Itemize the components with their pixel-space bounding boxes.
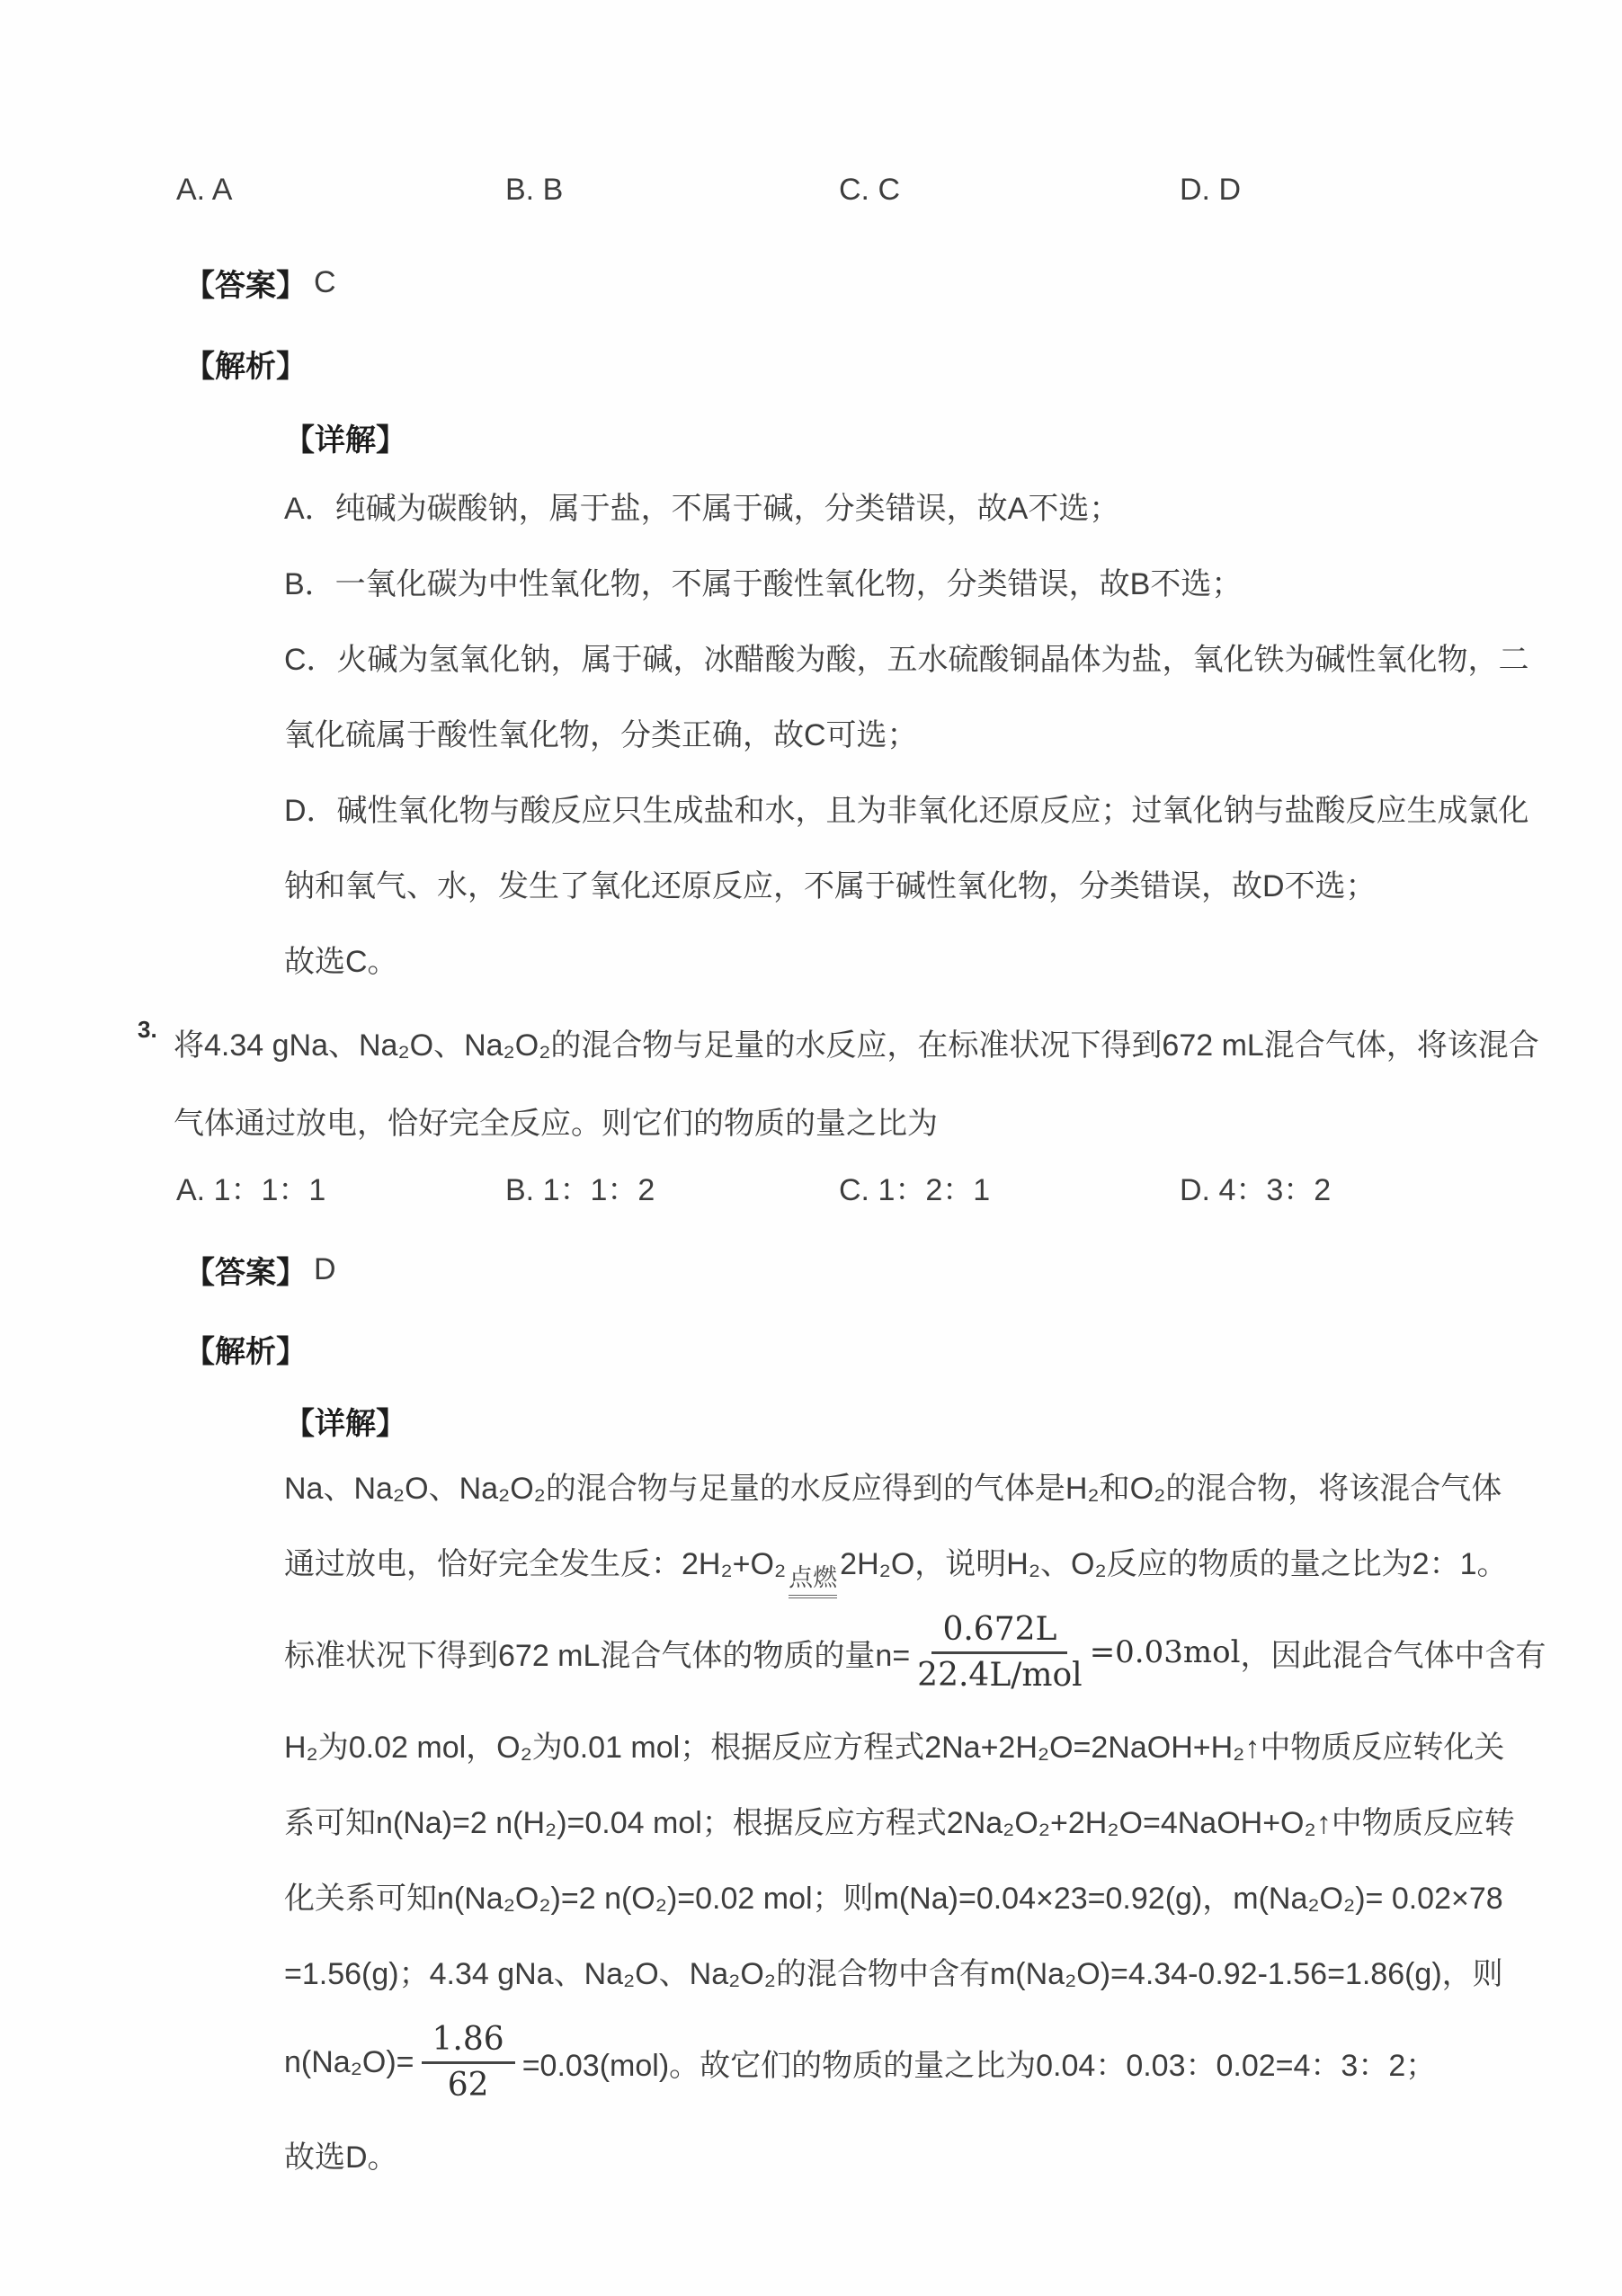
q2-analysis-line <box>184 343 1622 383</box>
q3-detail-label: 【详解】 <box>284 1406 406 1441</box>
q3-expl-line-2 <box>284 1523 1622 1598</box>
q3-expl-line-5: 系可知n(Na)=2 n(H₂)=0.04 mol；根据反应方程式2Na₂O₂+2H₂O=4NaOH+O₂↑中物质反应转 <box>284 1805 1515 1840</box>
q3-stem-line-1: 将4.34 gNa、Na₂O、Na₂O₂的混合物与足量的水反应，在标准状况下得到672 mL混合气体，将该混合 <box>174 1028 1539 1063</box>
q3-answer-line <box>184 1250 1622 1289</box>
q3-expl-line-4: H₂为0.02 mol，O₂为0.01 mol；根据反应方程式2Na+2H₂O=2NaOH+H₂↑中物质反应转化关 <box>284 1730 1505 1765</box>
ignite-condition: 点燃 <box>789 1562 837 1598</box>
q3-mole-calculation-line <box>284 1598 1622 1706</box>
q2-expl-line-c2: 氧化硫属于酸性氧化物，分类正确，故C可选； <box>284 717 918 752</box>
q3-stem <box>138 1003 1622 1160</box>
q3-expl-line-7: =1.56(g)；4.34 gNa、Na₂O、Na₂O₂的混合物中含有m(Na₂O)=4.34-0.92-1.56=1.86(g)，则 <box>284 1956 1503 1991</box>
q2-expl-line-a: A．纯碱为碳酸钠，属于盐，不属于碱，分类错误，故A不选； <box>284 491 1120 526</box>
q3-reaction-post: 2H₂O，说明H₂、O₂反应的物质的量之比为2：1。 <box>840 1546 1508 1581</box>
q3-expl-conclusion: 故选D。 <box>284 2140 398 2175</box>
q2-expl-line-b: B．一氧化碳为中性氧化物，不属于酸性氧化物，分类错误，故B不选； <box>284 566 1243 601</box>
fraction-0672-over-224 <box>917 1611 1083 1694</box>
q3-number: 3. <box>138 1016 157 1043</box>
q2-explanation <box>284 467 1622 996</box>
q3-analysis-label: 【解析】 <box>184 1334 307 1369</box>
fraction-186-over-62 <box>422 2021 515 2104</box>
q3-expl-line-6: 化关系可知n(Na₂O₂)=2 n(O₂)=0.02 mol；则m(Na)=0.04×23=0.92(g)，m(Na₂O₂)= 0.02×78 <box>284 1881 1503 1916</box>
q2-expl-conclusion: 故选C。 <box>284 944 398 979</box>
fraction-numerator: 0.672L <box>931 1611 1067 1653</box>
q3-stem-line-2: 气体通过放电，恰好完全反应。则它们的物质的量之比为 <box>174 1107 938 1141</box>
q3-expl-line-1: Na、Na₂O、Na₂O₂的混合物与足量的水反应得到的气体是H₂和O₂的混合物，将该混合气体 <box>284 1471 1502 1506</box>
q3-option-d: D. 4：3：2 <box>1180 1173 1332 1207</box>
q2-analysis-label: 【解析】 <box>184 349 307 384</box>
q3-option-c: C. 1：2：1 <box>839 1173 991 1207</box>
q2-detail-label-line <box>284 417 1622 457</box>
q3-options-row <box>176 1165 1622 1207</box>
q3-option-b: B. 1：1：2 <box>505 1173 655 1207</box>
q2-option-c: C. C <box>839 173 900 207</box>
q2-answer-value: C <box>314 264 336 299</box>
q3-detail-label-line <box>284 1401 1622 1440</box>
q3-answer-value: D <box>314 1251 336 1286</box>
frac2-pre-text: n(Na₂O)= <box>284 2044 414 2079</box>
q2-answer-label: 【答案】 <box>184 268 307 303</box>
fraction-numerator: 1.86 <box>422 2021 515 2063</box>
q2-option-b: B. B <box>505 173 564 207</box>
q2-options-row <box>176 173 1622 210</box>
q3-na2o-calculation-line <box>284 2008 1622 2116</box>
frac1-post-text: ，因此混合气体中含有 <box>1240 1638 1546 1673</box>
q2-detail-label: 【详解】 <box>284 423 406 458</box>
fraction-denominator: 22.4L/mol <box>917 1656 1083 1694</box>
fraction-denominator: 62 <box>447 2066 489 2104</box>
q2-expl-line-d1: D．碱性氧化物与酸反应只生成盐和水，且为非氧化还原反应；过氧化钠与盐酸反应生成氯化 <box>284 793 1529 828</box>
q2-option-d: D. D <box>1180 173 1241 207</box>
q3-reaction-pre: 通过放电，恰好完全发生反：2H₂+O₂ <box>284 1546 787 1581</box>
q2-answer-line <box>184 263 1622 302</box>
q3-explanation <box>284 1447 1622 2192</box>
frac1-result: =0.03mol <box>1089 1634 1241 1670</box>
q2-expl-line-d2: 钠和氧气、水，发生了氧化还原反应，不属于碱性氧化物，分类错误，故D不选； <box>284 868 1377 903</box>
q3-answer-label: 【答案】 <box>184 1255 307 1290</box>
q2-option-a: A. A <box>176 173 233 207</box>
q3-analysis-line <box>184 1329 1622 1368</box>
q2-expl-line-c1: C．火碱为氢氧化钠，属于碱，冰醋酸为酸，五水硫酸铜晶体为盐，氧化铁为碱性氧化物，二 <box>284 642 1529 677</box>
frac2-post-text: =0.03(mol)。故它们的物质的量之比为0.04：0.03：0.02=4：3：2； <box>521 2048 1437 2083</box>
q3-option-a: A. 1：1：1 <box>176 1173 326 1207</box>
frac1-pre-text: 标准状况下得到672 mL混合气体的物质的量n= <box>284 1638 911 1673</box>
